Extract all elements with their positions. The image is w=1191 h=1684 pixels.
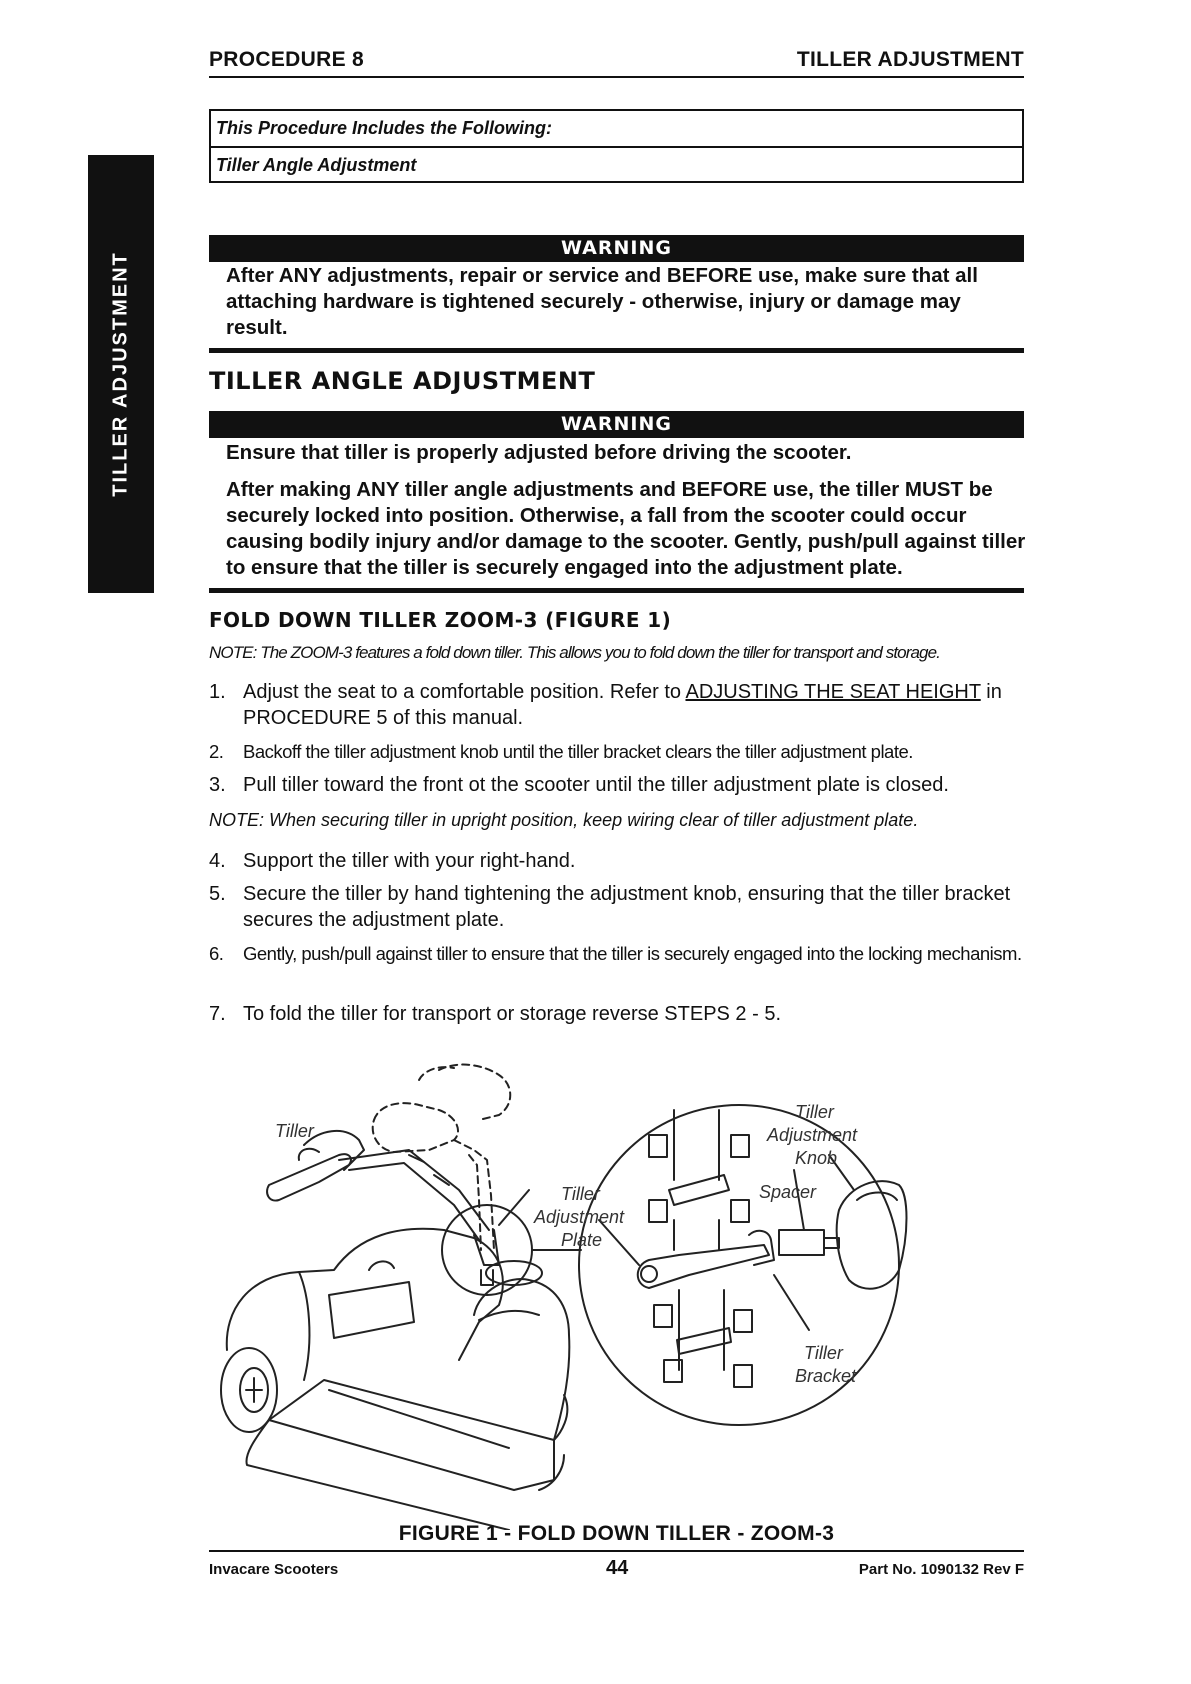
scooter-panel bbox=[329, 1282, 414, 1338]
page-number: 44 bbox=[606, 1557, 629, 1579]
detail-callout-circle bbox=[442, 1205, 532, 1295]
includes-item: Tiller Angle Adjustment bbox=[211, 146, 1022, 183]
step-5 bbox=[209, 881, 1029, 933]
scooter-shroud bbox=[299, 1272, 309, 1380]
procedure-includes-box bbox=[209, 109, 1024, 183]
step-1 bbox=[209, 679, 1029, 731]
step-3 bbox=[209, 772, 1029, 798]
warning-bar: WARNING bbox=[209, 411, 1024, 438]
subsection-title: FOLD DOWN TILLER ZOOM-3 (FIGURE 1) bbox=[209, 608, 672, 632]
step-number: 4. bbox=[209, 850, 226, 872]
warning-text: After making ANY tiller angle adjustments and BEFORE use, the tiller MUST be securely locked into position. Otherwise, a fall from the scooter could occur causing bodily injury and/or damage to the scooter. Gently, push/pull against tiller to ensure that the tiller is securely engaged into the adjustment plate. bbox=[226, 478, 1026, 579]
step-6 bbox=[209, 941, 1029, 967]
zoom-spacer bbox=[779, 1230, 824, 1255]
label-plate-3: Plate bbox=[561, 1230, 603, 1250]
floorboard bbox=[269, 1380, 554, 1490]
warning-bar: WARNING bbox=[209, 235, 1024, 262]
seat-height-link[interactable]: ADJUSTING THE SEAT HEIGHT bbox=[685, 681, 981, 703]
note: NOTE: When securing tiller in upright position, keep wiring clear of tiller adjustment plate. bbox=[209, 810, 919, 830]
step-text: Adjust the seat to a comfortable position. Refer to bbox=[243, 681, 686, 703]
step-text: in PROCEDURE 5 of this manual. bbox=[243, 681, 1002, 729]
footer-rule bbox=[209, 1550, 1024, 1552]
label-knob-3: Knob bbox=[795, 1148, 838, 1168]
step-4 bbox=[209, 848, 1029, 874]
warning-text: After ANY adjustments, repair or service and BEFORE use, make sure that all attaching hardware is tightened securely - otherwise, injury or damage may result. bbox=[226, 264, 978, 339]
step-number: 6. bbox=[209, 943, 224, 964]
step-number: 2. bbox=[209, 741, 224, 762]
label-spacer: Spacer bbox=[759, 1182, 817, 1202]
label-plate-2: Adjustment bbox=[534, 1207, 625, 1227]
step-number: 3. bbox=[209, 774, 226, 796]
label-bracket-2: Bracket bbox=[795, 1366, 857, 1386]
figure-fold-down-tiller bbox=[209, 1060, 1029, 1530]
footer-company: Invacare Scooters bbox=[209, 1561, 339, 1578]
scooter-rear-body bbox=[227, 1229, 503, 1360]
step-number: 7. bbox=[209, 1003, 226, 1025]
zoom-tiller-post bbox=[674, 1110, 719, 1180]
label-knob-1: Tiller bbox=[795, 1102, 834, 1122]
header-rule bbox=[209, 76, 1024, 78]
warning-rule bbox=[209, 348, 1024, 353]
label-knob-2: Adjustment bbox=[767, 1125, 858, 1145]
zoom-adjustment-plate bbox=[638, 1245, 769, 1288]
side-tab-label: TILLER ADJUSTMENT bbox=[109, 251, 132, 497]
side-tab bbox=[88, 155, 154, 593]
includes-title: This Procedure Includes the Following: bbox=[216, 118, 553, 138]
header-title: TILLER ADJUSTMENT bbox=[796, 48, 1024, 71]
step-7 bbox=[209, 1001, 1029, 1027]
label-plate-1: Tiller bbox=[561, 1184, 600, 1204]
label-bracket-1: Tiller bbox=[804, 1343, 843, 1363]
step-text: Gently, push/pull against tiller to ensure that the tiller is securely engaged into the locking mechanism. bbox=[243, 943, 1022, 964]
step-2 bbox=[209, 739, 1029, 765]
step-number: 1. bbox=[209, 681, 226, 703]
step-text: Support the tiller with your right-hand. bbox=[243, 850, 576, 872]
footer-part-number: Part No. 1090132 Rev F bbox=[858, 1561, 1024, 1578]
warning-rule bbox=[209, 588, 1024, 593]
step-number: 5. bbox=[209, 883, 226, 905]
note: NOTE: The ZOOM-3 features a fold down tiller. This allows you to fold down the tiller for transport and storage. bbox=[209, 643, 940, 662]
front-shroud bbox=[474, 1279, 569, 1440]
tiller-handlebar bbox=[267, 1154, 351, 1200]
section-title: TILLER ANGLE ADJUSTMENT bbox=[209, 367, 596, 395]
step-text: Backoff the tiller adjustment knob until the tiller bracket clears the tiller adjustment plate. bbox=[243, 741, 913, 762]
label-tiller: Tiller bbox=[275, 1121, 314, 1141]
figure-caption: FIGURE 1 - FOLD DOWN TILLER - ZOOM-3 bbox=[398, 1522, 835, 1545]
warning-text: Ensure that tiller is properly adjusted before driving the scooter. bbox=[226, 441, 852, 464]
step-text: To fold the tiller for transport or storage reverse STEPS 2 - 5. bbox=[243, 1003, 782, 1025]
step-text: Pull tiller toward the front ot the scooter until the tiller adjustment plate is closed. bbox=[243, 774, 949, 796]
tiller-folded-outline bbox=[373, 1103, 458, 1152]
step-text: Secure the tiller by hand tightening the adjustment knob, ensuring that the tiller bracket secures the adjustment plate. bbox=[243, 883, 1011, 931]
leader-bracket bbox=[774, 1275, 809, 1330]
header-procedure: PROCEDURE 8 bbox=[209, 48, 364, 71]
